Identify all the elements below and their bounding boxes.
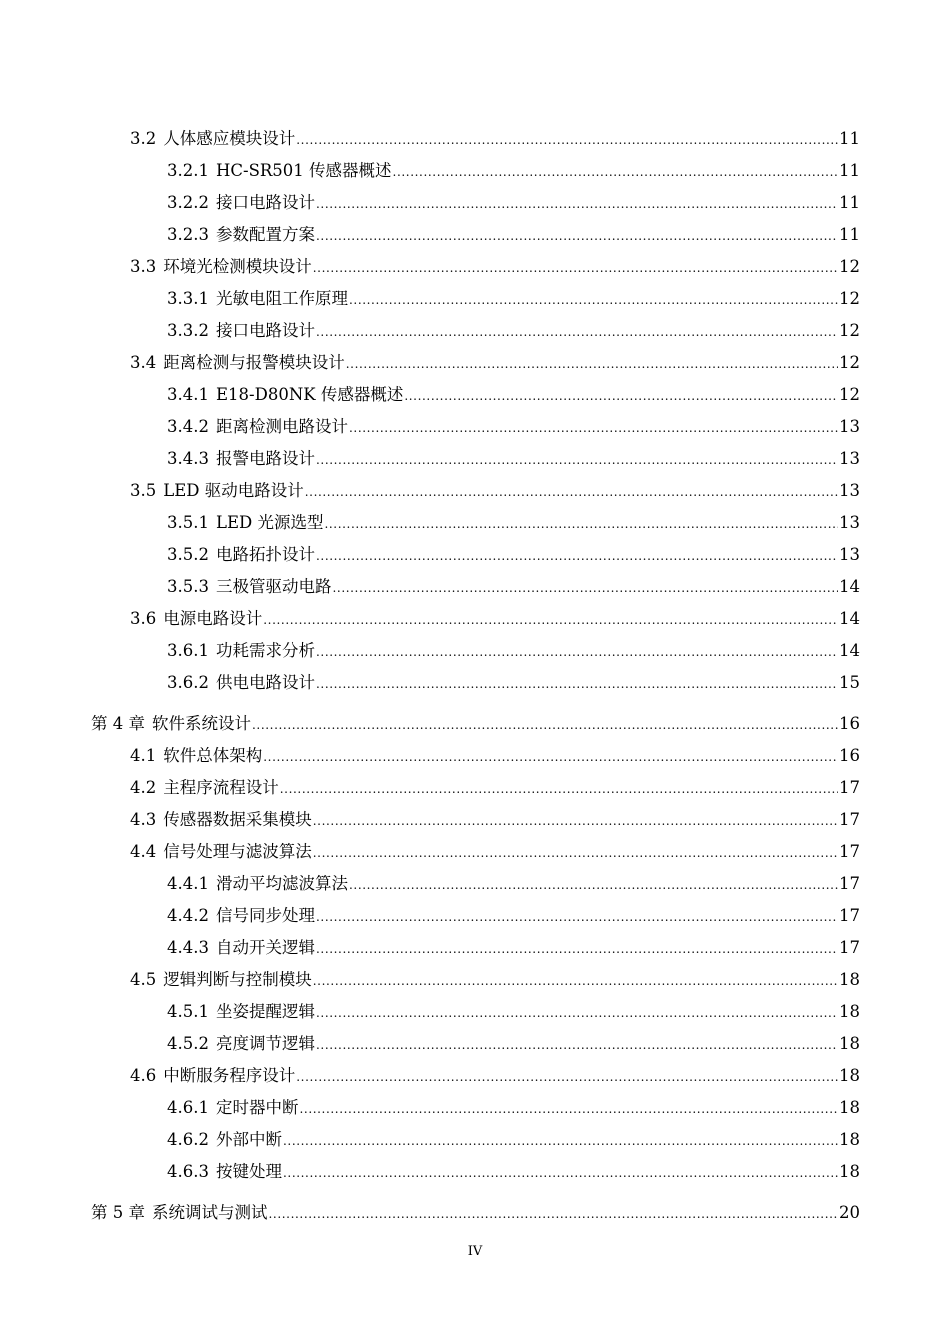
toc-entry-title: 定时器中断: [215, 1098, 299, 1117]
toc-entry[interactable]: [167, 160, 860, 182]
toc-entry-page: 20: [839, 1203, 860, 1222]
toc-entry-number: 4.6.2: [167, 1130, 209, 1149]
toc-entry-title: HC-SR501 传感器概述: [215, 161, 392, 180]
toc-dot-leader: [332, 577, 838, 599]
toc-entry[interactable]: [167, 384, 860, 406]
toc-entry-title: 软件总体架构: [163, 746, 263, 765]
toc-dot-leader: [316, 321, 838, 343]
toc-entry-number: 3.5.1: [167, 513, 209, 532]
toc-entry-number: 4.1: [130, 746, 157, 765]
toc-dot-leader: [316, 1034, 838, 1056]
toc-entry-page: 18: [839, 1002, 860, 1021]
toc-dot-leader: [324, 513, 838, 535]
toc-dot-leader: [283, 1130, 838, 1152]
toc-entry-page: 15: [839, 673, 860, 692]
toc-dot-leader: [313, 257, 838, 279]
toc-entry-title: 距离检测电路设计: [215, 417, 348, 436]
toc-entry[interactable]: [167, 448, 860, 470]
toc-entry-number: 4.3: [130, 810, 157, 829]
toc-entry-page: 17: [839, 778, 860, 797]
toc-entry-number: 3.4: [130, 353, 157, 372]
toc-entry[interactable]: [167, 544, 860, 566]
toc-entry-page: 13: [839, 449, 860, 468]
toc-dot-leader: [263, 609, 838, 631]
toc-entry-title: 光敏电阻工作原理: [215, 289, 348, 308]
toc-entry-number: 3.5.2: [167, 545, 209, 564]
toc-entry-number: 3.2.1: [167, 161, 209, 180]
toc-entry-title: 距离检测与报警模块设计: [163, 353, 345, 372]
toc-dot-leader: [313, 810, 838, 832]
toc-entry-title: 坐姿提醒逻辑: [215, 1002, 315, 1021]
toc-dot-leader: [316, 225, 838, 247]
toc-entry[interactable]: [167, 1161, 860, 1183]
toc-entry[interactable]: [167, 873, 860, 895]
toc-entry-page: 14: [839, 641, 860, 660]
toc-entry-title: 供电电路设计: [215, 673, 315, 692]
toc-entry-page: 18: [839, 970, 860, 989]
toc-entry-page: 16: [839, 746, 860, 765]
toc-entry[interactable]: [167, 192, 860, 214]
toc-entry[interactable]: [130, 1065, 860, 1087]
toc-dot-leader: [404, 385, 838, 407]
toc-entry[interactable]: [130, 745, 860, 767]
toc-entry-page: 12: [839, 257, 860, 276]
toc-entry-title: 传感器数据采集模块: [163, 810, 312, 829]
toc-entry-number: 4.5: [130, 970, 157, 989]
toc-entry-title: 自动开关逻辑: [215, 938, 315, 957]
toc-entry[interactable]: [130, 841, 860, 863]
toc-entry-title: E18-D80NK 传感器概述: [215, 385, 404, 404]
toc-dot-leader: [263, 746, 838, 768]
toc-entry-page: 18: [839, 1130, 860, 1149]
toc-entry-page: 18: [839, 1162, 860, 1181]
toc-entry-title: 中断服务程序设计: [163, 1066, 296, 1085]
toc-entry-title: LED 光源选型: [215, 513, 324, 532]
toc-entry-title: 报警电路设计: [215, 449, 315, 468]
toc-entry-page: 17: [839, 906, 860, 925]
toc-entry-title: 电路拓扑设计: [215, 545, 315, 564]
toc-dot-leader: [316, 938, 838, 960]
toc-entry-page: 14: [839, 609, 860, 628]
toc-entry-number: 3.3: [130, 257, 157, 276]
toc-entry-number: 4.4.1: [167, 874, 209, 893]
toc-entry-number: 3.2.3: [167, 225, 209, 244]
toc-dot-leader: [305, 481, 838, 503]
toc-entry-number: 3.5: [130, 481, 157, 500]
toc-dot-leader: [280, 778, 838, 800]
toc-entry-title: 电源电路设计: [163, 609, 263, 628]
toc-entry-number: 3.5.3: [167, 577, 209, 596]
toc-entry[interactable]: [130, 809, 860, 831]
toc-entry-title: 软件系统设计: [152, 714, 251, 733]
toc-entry-number: 3.3.2: [167, 321, 209, 340]
toc-entry-page: 18: [839, 1034, 860, 1053]
toc-entry[interactable]: [167, 672, 860, 694]
toc-entry[interactable]: [130, 480, 860, 502]
toc-entry[interactable]: [167, 320, 860, 342]
toc-dot-leader: [283, 1162, 838, 1184]
toc-entry-title: 亮度调节逻辑: [215, 1034, 315, 1053]
toc-entry-page: 13: [839, 545, 860, 564]
toc-entry-title: 外部中断: [215, 1130, 282, 1149]
toc-entry-number: 3.2.2: [167, 193, 209, 212]
toc-dot-leader: [269, 1203, 839, 1225]
toc-entry-title: 主程序流程设计: [163, 778, 279, 797]
toc-entry-page: 13: [839, 513, 860, 532]
toc-entry[interactable]: [167, 1129, 860, 1151]
toc-entry[interactable]: [167, 905, 860, 927]
toc-entry-number: 4.5.1: [167, 1002, 209, 1021]
toc-entry-page: 16: [839, 714, 860, 733]
toc-dot-leader: [252, 714, 838, 736]
toc-entry-title: 信号同步处理: [215, 906, 315, 925]
toc-entry-number: 4.6: [130, 1066, 157, 1085]
toc-entry[interactable]: [167, 1001, 860, 1023]
toc-entry-number: 3.4.2: [167, 417, 209, 436]
toc-entry-number: 4.6.3: [167, 1162, 209, 1181]
toc-entry-page: 17: [839, 874, 860, 893]
toc-entry[interactable]: [130, 352, 860, 374]
toc-entry-number: 第 5 章: [91, 1203, 145, 1222]
toc-entry[interactable]: [167, 640, 860, 662]
toc-dot-leader: [316, 673, 838, 695]
toc-entry-page: 14: [839, 577, 860, 596]
toc-entry-number: 3.6: [130, 609, 157, 628]
toc-entry-page: 13: [839, 481, 860, 500]
toc-entry[interactable]: [167, 937, 860, 959]
toc-dot-leader: [349, 289, 838, 311]
toc-entry-number: 3.4.3: [167, 449, 209, 468]
toc-entry-title: 系统调试与测试: [152, 1203, 268, 1222]
toc-entry-title: 三极管驱动电路: [215, 577, 332, 596]
toc-entry-page: 13: [839, 417, 860, 436]
toc-entry-number: 4.4: [130, 842, 157, 861]
toc-dot-leader: [346, 353, 838, 375]
toc-dot-leader: [316, 906, 838, 928]
toc-entry-title: 功耗需求分析: [215, 641, 315, 660]
toc-entry-page: 18: [839, 1066, 860, 1085]
toc-dot-leader: [349, 874, 838, 896]
toc-entry-page: 12: [839, 289, 860, 308]
toc-entry[interactable]: [167, 1097, 860, 1119]
toc-entry[interactable]: [130, 777, 860, 799]
toc-dot-leader: [316, 449, 838, 471]
toc-dot-leader: [316, 1002, 838, 1024]
toc-entry-page: 12: [839, 321, 860, 340]
toc-dot-leader: [393, 161, 838, 183]
toc-entry-title: 信号处理与滤波算法: [163, 842, 312, 861]
toc-entry-number: 3.2: [130, 129, 157, 148]
toc-entry-title: 接口电路设计: [215, 193, 315, 212]
toc-chapter-entry[interactable]: [91, 1202, 860, 1224]
toc-entry-number: 3.3.1: [167, 289, 209, 308]
toc-chapter-entry[interactable]: [91, 713, 860, 735]
toc-entry-page: 12: [839, 385, 860, 404]
toc-entry-number: 3.4.1: [167, 385, 209, 404]
toc-entry[interactable]: [130, 969, 860, 991]
toc-entry[interactable]: [167, 576, 860, 598]
toc-entry-page: 11: [839, 129, 860, 148]
toc-entry-number: 4.5.2: [167, 1034, 209, 1053]
toc-entry-title: 环境光检测模块设计: [163, 257, 312, 276]
toc-entry-title: 接口电路设计: [215, 321, 315, 340]
toc-entry-title: 滑动平均滤波算法: [215, 874, 348, 893]
toc-entry-number: 4.4.2: [167, 906, 209, 925]
toc-entry-title: 人体感应模块设计: [163, 129, 296, 148]
toc-entry-page: 17: [839, 810, 860, 829]
toc-entry-title: 参数配置方案: [215, 225, 315, 244]
toc-entry-page: 12: [839, 353, 860, 372]
toc-dot-leader: [296, 1066, 838, 1088]
toc-dot-leader: [299, 1098, 838, 1120]
toc-entry[interactable]: [167, 288, 860, 310]
toc-dot-leader: [316, 545, 838, 567]
page-number: IV: [467, 1244, 483, 1259]
toc-entry-number: 4.2: [130, 778, 157, 797]
toc-dot-leader: [349, 417, 838, 439]
toc-dot-leader: [316, 193, 838, 215]
toc-entry[interactable]: [130, 608, 860, 630]
toc-entry[interactable]: [167, 512, 860, 534]
toc-entry[interactable]: [167, 416, 860, 438]
toc-entry-page: 17: [839, 938, 860, 957]
toc-entry-number: 4.6.1: [167, 1098, 209, 1117]
toc-entry-page: 18: [839, 1098, 860, 1117]
toc-entry[interactable]: [167, 1033, 860, 1055]
toc-entry-page: 17: [839, 842, 860, 861]
toc-entry-title: 逻辑判断与控制模块: [163, 970, 312, 989]
toc-entry-page: 11: [839, 225, 860, 244]
toc-dot-leader: [313, 842, 838, 864]
toc-entry[interactable]: [130, 128, 860, 150]
toc-entry-number: 3.6.1: [167, 641, 209, 660]
toc-entry-title: 按键处理: [215, 1162, 282, 1181]
toc-entry-page: 11: [839, 193, 860, 212]
toc-entry-number: 4.4.3: [167, 938, 209, 957]
toc-dot-leader: [316, 641, 838, 663]
toc-entry[interactable]: [130, 256, 860, 278]
toc-dot-leader: [313, 970, 838, 992]
toc-dot-leader: [296, 129, 838, 151]
toc-entry-number: 3.6.2: [167, 673, 209, 692]
toc-entry-title: LED 驱动电路设计: [163, 481, 304, 500]
toc-entry-number: 第 4 章: [91, 714, 145, 733]
toc-entry-page: 11: [839, 161, 860, 180]
toc-entry[interactable]: [167, 224, 860, 246]
